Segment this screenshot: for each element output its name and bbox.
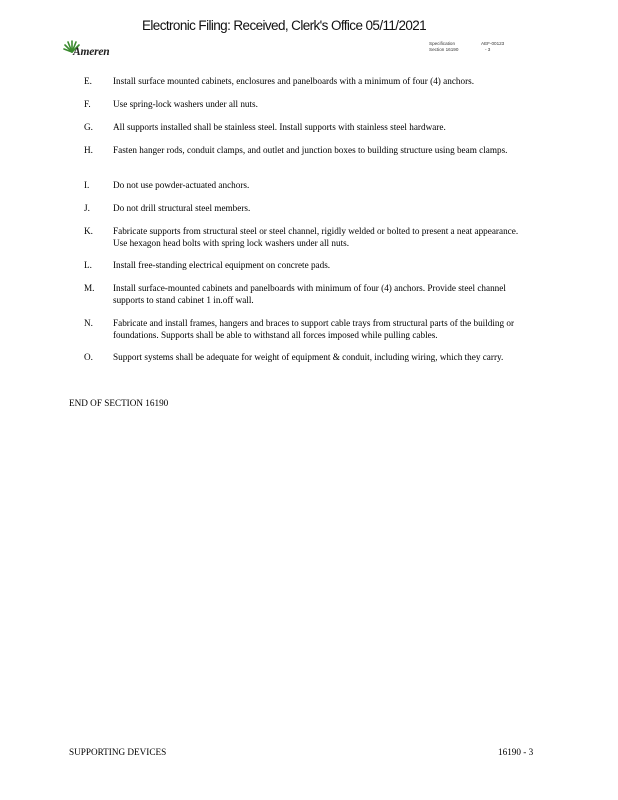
item-letter: I. (84, 180, 90, 190)
spec-labels (429, 41, 458, 53)
item-letter: O. (84, 352, 93, 362)
item-text: Do not use powder-actuated anchors. (113, 180, 250, 190)
item-text: Support systems shall be adequate for weight of equipment & conduit, including wiring, which they carry. (113, 352, 504, 362)
spec-label-1: Specification (429, 41, 456, 46)
item-text: Use spring-lock washers under all nuts. (113, 99, 258, 109)
item-letter: L. (84, 260, 92, 270)
item-letter: H. (84, 145, 93, 155)
item-text: All supports installed shall be stainless steel. Install supports with stainless steel hardware. (113, 122, 446, 132)
end-of-section: END OF SECTION 16190 (69, 398, 169, 408)
item-text: Fabricate supports from structural steel or steel channel, rigidly welded or bolted to present a neat appearance. Use hexagon head bolts with spring lock washers under all nuts. (113, 226, 519, 248)
footer-title: SUPPORTING DEVICES (69, 747, 167, 757)
item-text: Install surface mounted cabinets, enclosures and panelboards with a minimum of four (4) anchors. (113, 76, 475, 86)
item-letter: J. (84, 203, 90, 213)
item-letter: K. (84, 226, 93, 236)
item-text: Fasten hanger rods, conduit clamps, and outlet and junction boxes to building structure using beam clamps. (113, 145, 508, 155)
item-letter: M. (84, 283, 95, 293)
item-text: Do not drill structural steel members. (113, 203, 251, 213)
ameren-logo (63, 40, 127, 62)
item-text: Fabricate and install frames, hangers and braces to support cable trays from structural parts of the building or foundations. Supports shall be able to withstand all forces imposed while pulling cables. (113, 318, 515, 340)
spec-value-2: - 3 (485, 47, 491, 52)
footer-page-number: 16190 - 3 (498, 747, 534, 757)
item-text: Install surface-mounted cabinets and panelboards with minimum of four (4) anchors. Provide steel channel supports to stand cabinet 1 in.off wall. (113, 283, 506, 305)
spec-values (481, 41, 504, 53)
logo-wordmark: Ameren (73, 46, 110, 58)
item-letter: G. (84, 122, 93, 132)
item-letter: F. (84, 99, 91, 109)
spec-value-1: AEF-00123 (481, 41, 505, 46)
item-letter: N. (84, 318, 93, 328)
spec-label-2: Section 16190 (429, 47, 459, 52)
electronic-filing-stamp: Electronic Filing: Received, Clerk's Office 05/11/2021 (142, 18, 427, 33)
item-text: Install free-standing electrical equipment on concrete pads. (113, 260, 331, 270)
item-letter: E. (84, 76, 92, 86)
